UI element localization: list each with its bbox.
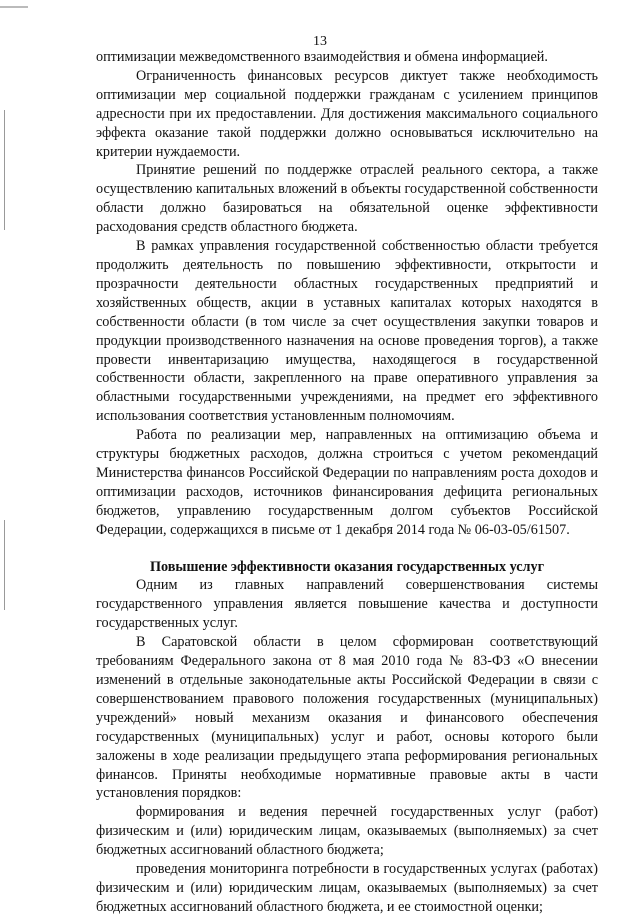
document-body bbox=[96, 48, 598, 917]
paragraph: В рамках управления государственной собственностью области требуется продолжить деятельность по повышению эффективности, открытости и прозрачности деятельности областных государственных предприятий и хозяйственных обществ, акции в уставных капиталах которых находятся в собственности области (в том числе за счет осуществления закупки товаров и продукции производственного назначения на основе проведения торгов), а также провести инвентаризацию имущества, находящегося в государственной собственности области, закрепленного на праве оперативного управления за областными государственными учреждениями, на предмет его эффективного использования соответствия установленным полномочиям. bbox=[96, 238, 598, 425]
section-heading: Повышение эффективности оказания государственных услуг bbox=[149, 558, 545, 575]
scan-edge-line bbox=[4, 110, 5, 230]
list-item: формирования и ведения перечней государственных услуг (работ) физическим и (или) юридическим лицам, оказываемых (выполняемых) за счет бюджетных ассигнований областного бюджета; bbox=[96, 804, 598, 859]
paragraph: Ограниченность финансовых ресурсов диктует также необходимость оптимизации мер социальной поддержки гражданам с усилением принципов адресности при их предоставлении. Для достижения максимального социального эффекта оказание такой поддержки должно основываться исключительно на критерии нуждаемости. bbox=[96, 67, 598, 160]
paragraph: Работа по реализации мер, направленных на оптимизацию объема и структуры бюджетных расходов, должна строиться с учетом рекомендаций Министерства финансов Российской Федерации по направлениям роста доходов и оптимизации расходов, источников финансирования дефицита региональных бюджетов, управлению государственным долгом субъектов Российской Федерации, содержащихся в письме от 1 декабря 2014 года № 06-03-05/61507. bbox=[96, 427, 598, 538]
page-number: 13 bbox=[313, 34, 327, 49]
paragraph: В Саратовской области в целом сформирован соответствующий требованиям Федерального закона от 8 мая 2010 года № 83-ФЗ «О внесении изменений в отдельные законодательные акты Российской Федерации в связи с совершенствованием правового положения государственных (муниципальных) учреждений» новый механизм оказания и финансового обеспечения государственных (муниципальных) услуг и работ, основы которого были заложены в ходе реализации предыдущего этапа реформирования региональных финансов. Приняты необходимые нормативные правовые акты в части установления порядков: bbox=[96, 634, 598, 802]
paragraph: Принятие решений по поддержке отраслей реального сектора, а также осуществлению капитальных вложений в объекты государственной собственности области должно базироваться на обязательной оценке эффективности расходования средств областного бюджета. bbox=[96, 162, 598, 236]
paragraph: Одним из главных направлений совершенствования системы государственного управления является повышение качества и доступности государственных услуг. bbox=[96, 577, 598, 632]
scan-edge-line bbox=[4, 520, 5, 610]
scan-edge-mark bbox=[0, 6, 28, 8]
paragraph: оптимизации межведомственного взаимодействия и обмена информацией. bbox=[96, 49, 548, 65]
list-item: проведения мониторинга потребности в государственных услугах (работах) физическим и (или) юридическим лицам, оказываемых (выполняемых) за счет бюджетных ассигнований областного бюджета, и ее стоимостной оценки; bbox=[96, 861, 598, 915]
